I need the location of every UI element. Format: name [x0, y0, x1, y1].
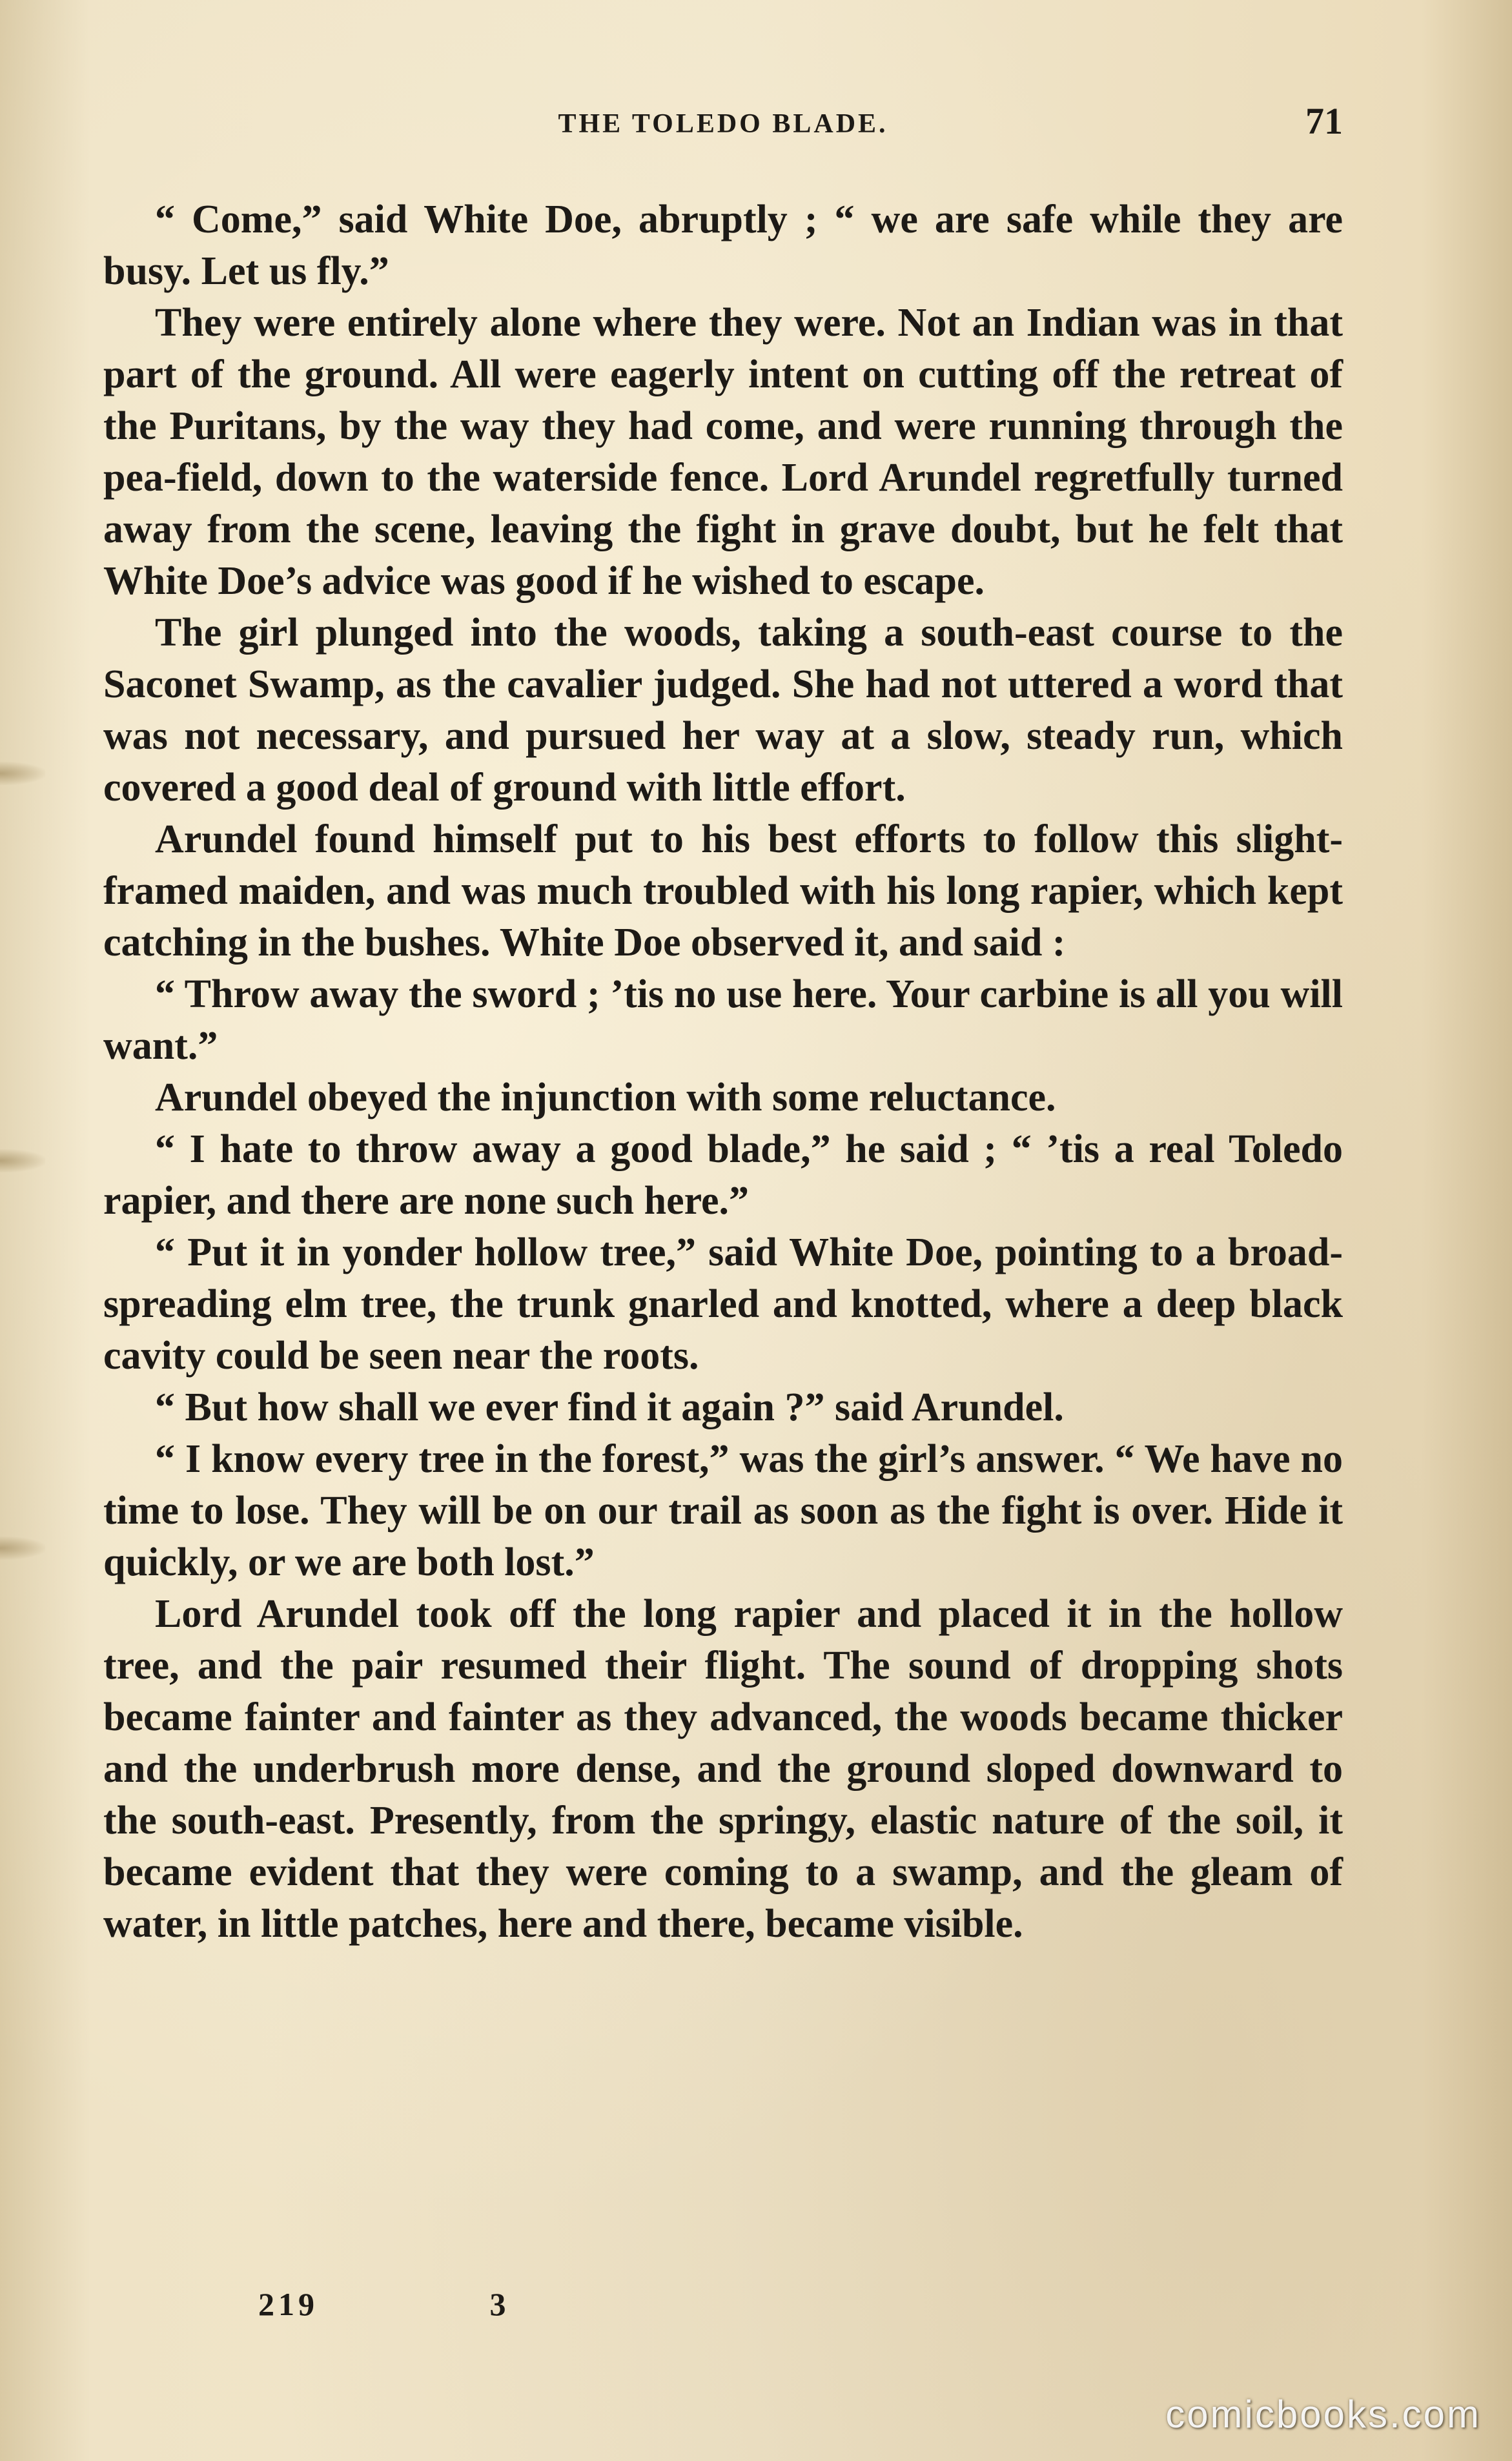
paragraph: The girl plunged into the woods, taking a south-east course to the Saconet Swamp, as the cavalier judged. She had not uttered a word that was not necessary, and pursued her way at a slow, steady run, which covered a good deal of ground with little effort. — [103, 611, 1343, 810]
paragraph: Arundel obeyed the injunction with some reluctance. — [155, 1076, 1056, 1119]
footer-signature — [258, 2285, 510, 2323]
paragraph: “ But how shall we ever find it again ?” said Arundel. — [155, 1385, 1064, 1429]
running-title: THE TOLEDO BLADE. — [558, 109, 888, 139]
running-head — [103, 100, 1343, 160]
footer-number: 219 — [258, 2286, 318, 2322]
paragraph: “ I know every tree in the forest,” was the girl’s answer. “ We have no time to lose. They will be on our trail as soon as the fight is over. Hide it quickly, or we are both lost.” — [103, 1437, 1343, 1584]
paragraph: Lord Arundel took off the long rapier and placed it in the hollow tree, and the pair resumed their flight. The sound of dropping shots became fainter and fainter as they advanced, the woods became thicker and the underbrush more dense, and the ground sloped downward to the south-east. Presently, from the springy, elastic nature of the soil, it became evident that they were coming to a swamp, and the gleam of water, in little patches, here and there, became visible. — [103, 1592, 1343, 1946]
paragraph: “ I hate to throw away a good blade,” he said ; “ ’tis a real Toledo rapier, and there are none such here.” — [103, 1127, 1343, 1223]
binding-stitch-mark — [0, 1537, 45, 1560]
signature-mark: 3 — [489, 2286, 510, 2322]
paragraph: “ Throw away the sword ; ’tis no use here. Your carbine is all you will want.” — [103, 972, 1343, 1068]
watermark-text: comicbooks.com — [1165, 2393, 1481, 2436]
binding-stitch-mark — [0, 762, 45, 785]
paragraph: “ Come,” said White Doe, abruptly ; “ we are safe while they are busy. Let us fly.” — [103, 198, 1343, 293]
binding-stitch-mark — [0, 1149, 45, 1172]
page-number: 71 — [1305, 100, 1343, 142]
paragraph: They were entirely alone where they were. Not an Indian was in that part of the ground. All were eagerly intent on cutting off the retreat of the Puritans, by the way they had come, and were running through the pea-field, down to the waterside fence. Lord Arundel regretfully turned away from the scene, leaving the fight in grave doubt, but he felt that White Doe’s advice was good if he wished to escape. — [103, 301, 1343, 603]
paragraph: “ Put it in yonder hollow tree,” said White Doe, pointing to a broad-spreading elm tree, the trunk gnarled and knotted, where a deep black cavity could be seen near the roots. — [103, 1230, 1343, 1378]
body-text — [103, 194, 1343, 1950]
paragraph: Arundel found himself put to his best efforts to follow this slight-framed maiden, and was much troubled with his long rapier, which kept catching in the bushes. White Doe observed it, and said : — [103, 817, 1343, 965]
